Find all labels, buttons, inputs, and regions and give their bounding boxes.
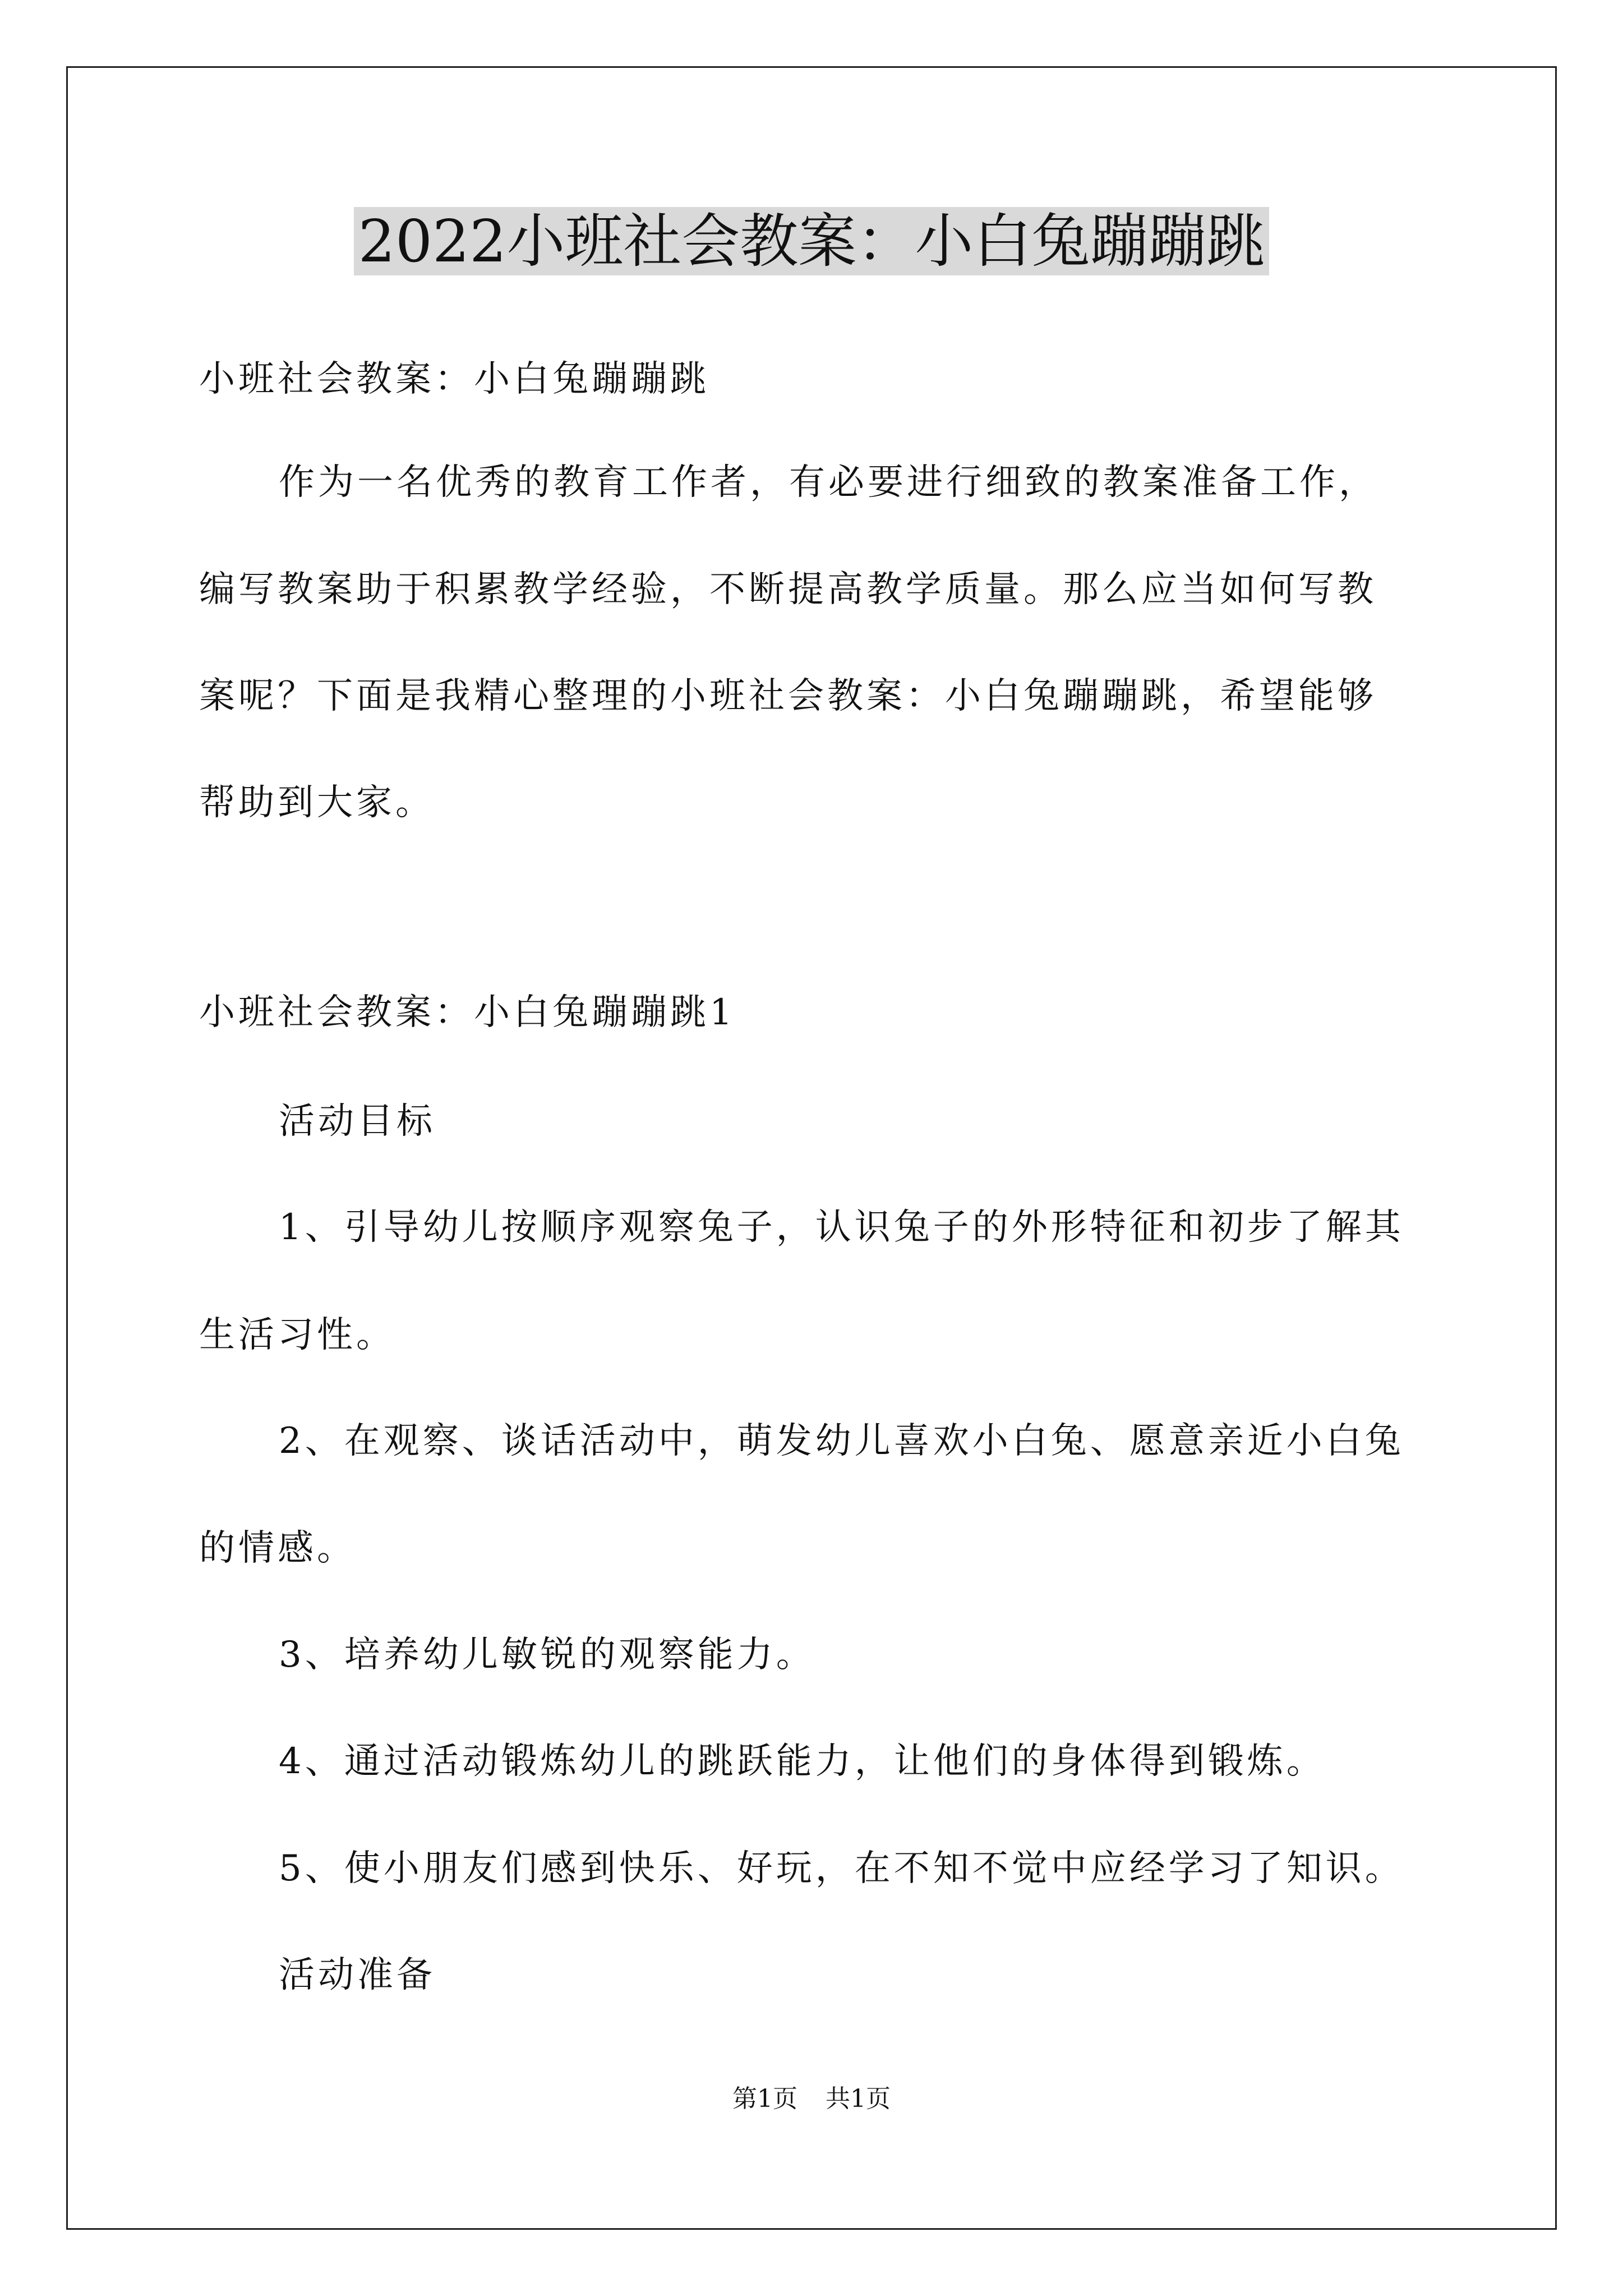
prep-heading: 活动准备: [279, 1954, 436, 1996]
page-footer: [0, 2082, 1623, 2116]
goal-line-7: 5、使小朋友们感到快乐、好玩，在不知不觉中应经学习了知识。: [279, 1848, 1404, 1889]
goal-line-1: 1、引导幼儿按顺序观察兔子，认识兔子的外形特征和初步了解其: [279, 1207, 1404, 1248]
goal-line-6: 4、通过活动锻炼幼儿的跳跃能力，让他们的身体得到锻炼。: [279, 1741, 1326, 1782]
intro-line-4: 帮助到大家。: [199, 782, 435, 823]
goal-line-4: 的情感。: [199, 1527, 356, 1569]
intro-line-1: 作为一名优秀的教育工作者，有必要进行细致的教案准备工作，: [279, 462, 1378, 503]
goals-heading: 活动目标: [279, 1101, 436, 1142]
page-number-current: 第1页: [732, 2085, 797, 2113]
goal-line-3: 2、在观察、谈话活动中，萌发幼儿喜欢小白兔、愿意亲近小白兔: [279, 1420, 1404, 1462]
intro-line-3: 案呢？下面是我精心整理的小班社会教案：小白兔蹦蹦跳，希望能够: [199, 675, 1377, 717]
page-number-total: 共1页: [826, 2085, 891, 2113]
document-subtitle: 小班社会教案：小白兔蹦蹦跳: [199, 358, 709, 400]
document-title-text: 2022小班社会教案：小白兔蹦蹦跳: [354, 207, 1270, 275]
goal-line-5: 3、培养幼儿敏锐的观察能力。: [279, 1634, 815, 1676]
section-heading: 小班社会教案：小白兔蹦蹦跳1: [199, 992, 736, 1033]
goal-line-2: 生活习性。: [199, 1314, 395, 1356]
intro-line-2: 编写教案助于积累教学经验，不断提高教学质量。那么应当如何写教: [199, 569, 1377, 610]
document-title: [0, 199, 1623, 283]
